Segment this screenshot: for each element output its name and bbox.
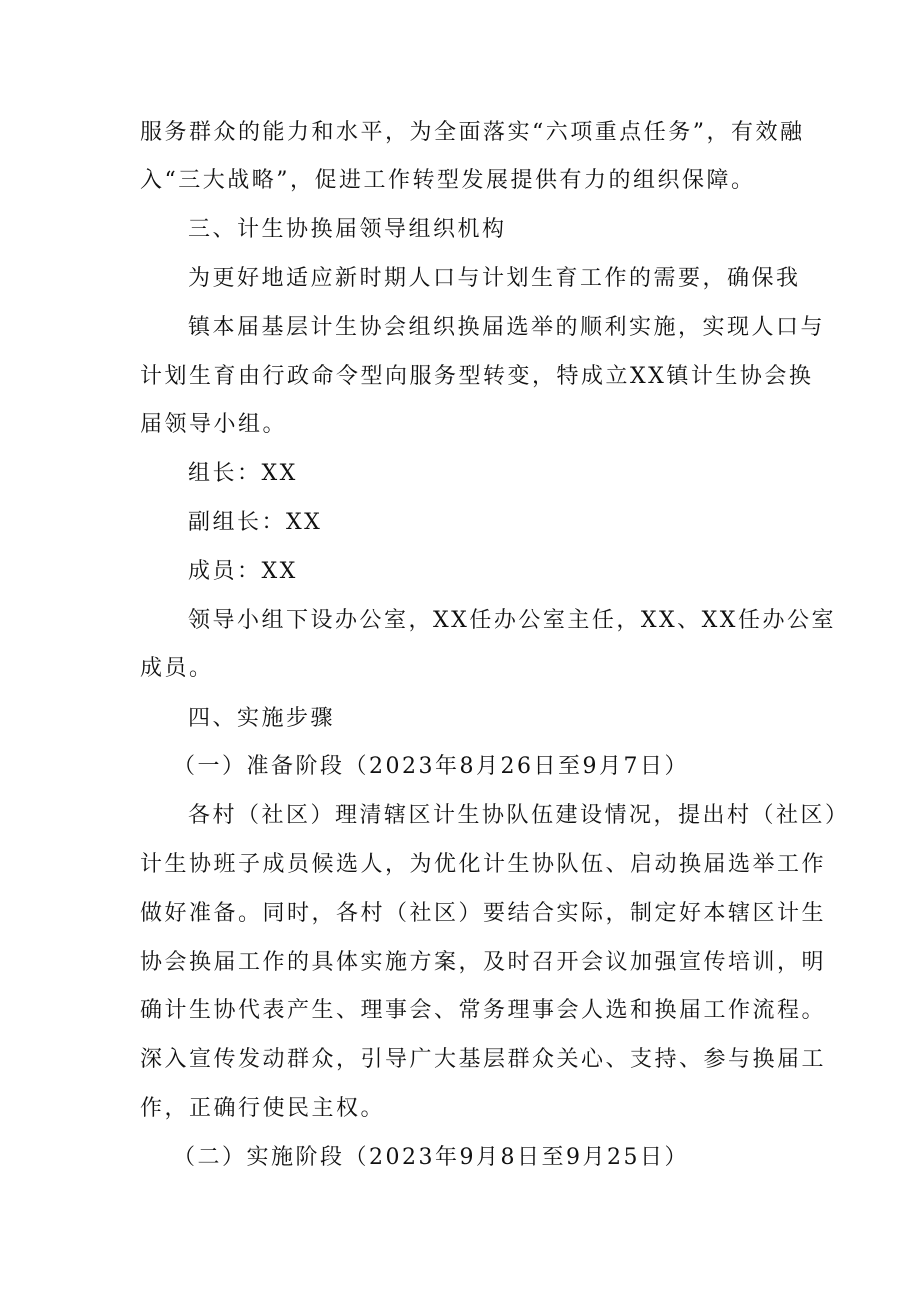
paragraph-line: 计生协班子成员候选人，为优化计生协队伍、启动换届选举工作: [140, 852, 827, 877]
paragraph-line: 为更好地适应新时期人口与计划生育工作的需要，确保我: [188, 266, 801, 291]
paragraph-line: 成员。: [140, 656, 214, 681]
section-heading: 四、实施步骤: [188, 706, 336, 731]
paragraph-line: 深入宣传发动群众，引导广大基层群众关心、支持、参与换届工: [140, 1047, 827, 1072]
paragraph-line: 届领导小组。: [140, 412, 288, 437]
paragraph-line: 入“三大战略”，促进工作转型发展提供有力的组织保障。: [140, 168, 756, 193]
subsection-heading: （二）实施阶段（2023年9月8日至9月25日）: [173, 1145, 689, 1170]
paragraph-line: 服务群众的能力和水平，为全面落实“六项重点任务”，有效融: [140, 120, 805, 145]
leader-line: 组长：XX: [188, 461, 298, 486]
paragraph-line: 作，正确行使民主权。: [140, 1096, 386, 1121]
paragraph-line: 镇本届基层计生协会组织换届选举的顺利实施，实现人口与: [188, 315, 826, 340]
paragraph-line: 各村（社区）理清辖区计生协队伍建设情况，提出村（社区）: [188, 803, 850, 828]
paragraph-line: 计划生育由行政命令型向服务型转变，特成立XX镇计生协会换: [140, 364, 814, 389]
section-heading: 三、计生协换届领导组织机构: [188, 217, 507, 242]
subsection-heading: （一）准备阶段（2023年8月26日至9月7日）: [173, 754, 689, 779]
paragraph-line: 确计生协代表产生、理事会、常务理事会人选和换届工作流程。: [140, 998, 827, 1023]
paragraph-line: 协会换届工作的具体实施方案，及时召开会议加强宣传培训，明: [140, 950, 827, 975]
paragraph-line: 领导小组下设办公室，XX任办公室主任，XX、XX任办公室: [188, 608, 836, 633]
members-line: 成员：XX: [188, 559, 298, 584]
paragraph-line: 做好准备。同时，各村（社区）要结合实际，制定好本辖区计生: [140, 901, 827, 926]
deputy-leader-line: 副组长：XX: [188, 510, 323, 535]
